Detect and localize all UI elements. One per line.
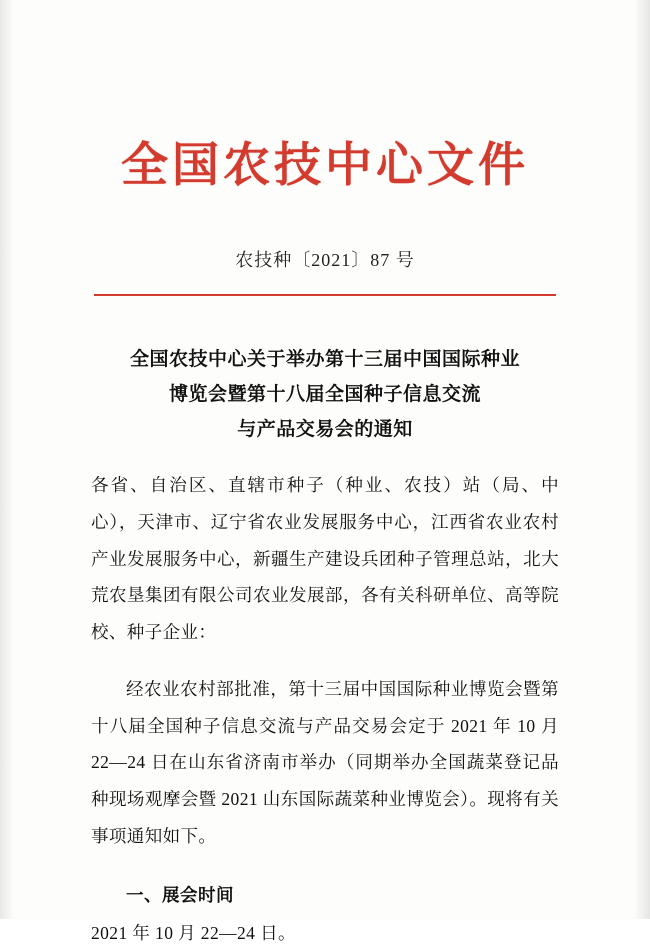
document-body bbox=[91, 296, 559, 952]
section-heading-1: 一、展会时间 bbox=[126, 884, 234, 905]
body-paragraph: 经农业农村部批准，第十三届中国国际种业博览会暨第十八届全国种子信息交流与产品交易会定于 2021 年 10 月 22—24 日在山东省济南市举办（同期举办全国蔬菜登记品种现场观摩会暨 2021 山东国际蔬菜种业博览会）。现将有关事项通知如下。 bbox=[91, 678, 559, 846]
document-header bbox=[0, 0, 650, 296]
subject-line-1: 全国农技中心关于举办第十三届中国国际种业 bbox=[129, 348, 520, 370]
document-number: 农技种〔2021〕87 号 bbox=[235, 249, 415, 270]
section-text-1: 2021 年 10 月 22—24 日。 bbox=[91, 923, 296, 944]
subject-line-2: 博览会暨第十八届全国种子信息交流 bbox=[168, 383, 481, 405]
document-subject bbox=[91, 342, 559, 447]
letterhead-title: 全国农技中心文件 bbox=[121, 138, 529, 193]
recipients-paragraph: 各省、自治区、直辖市种子（种业、农技）站（局、中心），天津市、辽宁省农业发展服务中心，江西省农业农村产业发展服务中心，新疆生产建设兵团种子管理总站，北大荒农垦集团有限公司农业发展部，各有关科研单位、高等院校、种子企业： bbox=[91, 475, 559, 643]
subject-line-3: 与产品交易会的通知 bbox=[237, 418, 413, 440]
